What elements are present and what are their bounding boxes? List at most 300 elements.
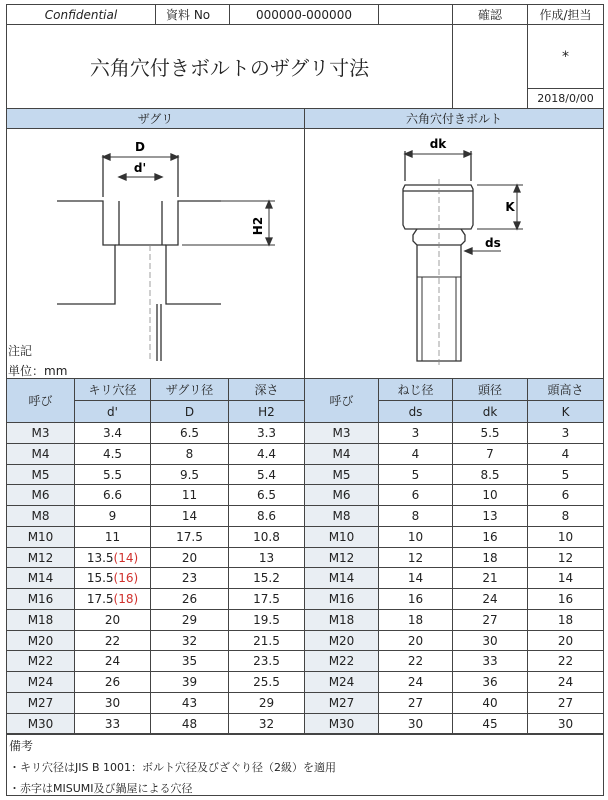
left-row-depth bbox=[228, 692, 305, 714]
left-row-depth bbox=[228, 484, 305, 506]
right-nominal-header bbox=[304, 378, 379, 423]
nominal-text: M5 bbox=[332, 467, 351, 482]
right-row-head-height bbox=[527, 630, 604, 651]
drill-dia-alt-text: (14) bbox=[113, 550, 139, 565]
right-row-head-dia bbox=[452, 671, 528, 693]
head-dia-text: 18 bbox=[482, 550, 498, 565]
doc-no-text: 000000-000000 bbox=[256, 7, 352, 22]
section-title-counterbore-text: ザグリ bbox=[137, 112, 174, 126]
left-row-depth bbox=[228, 671, 305, 693]
right-row-head-height bbox=[527, 671, 604, 693]
right-col-header-3-text: 頭高さ bbox=[547, 383, 584, 397]
right-col-header-3 bbox=[527, 378, 604, 401]
left-col-sym-1-text: d' bbox=[107, 404, 118, 419]
head-dia-text: 40 bbox=[482, 696, 498, 710]
doc-no-label-text: 資料 No bbox=[166, 8, 211, 22]
right-col-sym-1-text: ds bbox=[408, 404, 423, 419]
left-row-drill-dia bbox=[74, 505, 151, 527]
confirm-label-text: 確認 bbox=[477, 8, 502, 22]
dim-label-dk: dk bbox=[429, 137, 447, 151]
right-row-head-height bbox=[527, 692, 604, 714]
right-row-nominal bbox=[304, 609, 379, 631]
left-row-nominal bbox=[6, 567, 75, 589]
nominal-text: M6 bbox=[31, 488, 50, 502]
left-row-nominal bbox=[6, 588, 75, 610]
left-row-cbore-dia bbox=[150, 567, 229, 589]
left-row-nominal bbox=[6, 464, 75, 485]
depth-text: 3.3 bbox=[256, 426, 277, 440]
dim-label-H2: H2 bbox=[251, 216, 265, 236]
right-row-head-dia bbox=[452, 422, 528, 444]
left-row-cbore-dia bbox=[150, 588, 229, 610]
dim-label-ds: ds bbox=[485, 236, 501, 250]
left-row-cbore-dia bbox=[150, 692, 229, 714]
head-height-text: 5 bbox=[561, 467, 570, 482]
depth-text: 4.4 bbox=[256, 447, 277, 461]
nominal-text: M20 bbox=[328, 633, 355, 648]
head-height-text: 14 bbox=[557, 571, 574, 585]
confirm-box bbox=[452, 24, 528, 109]
right-col-header-2 bbox=[452, 378, 528, 401]
cbore-dia-text: 17.5 bbox=[176, 530, 203, 544]
right-row-head-dia bbox=[452, 630, 528, 651]
right-row-thread-dia bbox=[378, 650, 453, 672]
head-height-text: 18 bbox=[557, 613, 574, 627]
header-blank bbox=[378, 4, 453, 25]
nominal-text: M3 bbox=[31, 426, 50, 440]
head-height-text: 27 bbox=[557, 696, 574, 710]
head-height-text: 20 bbox=[557, 633, 574, 648]
head-dia-text: 45 bbox=[482, 716, 498, 731]
right-row-head-dia bbox=[452, 713, 528, 734]
thread-dia-text: 3 bbox=[411, 426, 420, 440]
nominal-text: M4 bbox=[31, 447, 50, 461]
cbore-dia-text: 23 bbox=[181, 571, 198, 585]
cbore-dia-text: 48 bbox=[181, 716, 198, 731]
left-row-cbore-dia bbox=[150, 526, 229, 548]
left-row-depth bbox=[228, 422, 305, 444]
cbore-dia-text: 6.5 bbox=[179, 426, 200, 440]
left-row-drill-dia bbox=[74, 609, 151, 631]
right-col-sym-3-text: K bbox=[561, 404, 570, 419]
nominal-text: M30 bbox=[27, 716, 54, 731]
thread-dia-text: 14 bbox=[407, 571, 424, 585]
left-row-drill-dia bbox=[74, 526, 151, 548]
thread-dia-text: 4 bbox=[411, 447, 420, 461]
depth-text: 32 bbox=[258, 716, 275, 731]
left-col-sym-1 bbox=[74, 400, 151, 423]
right-col-sym-3 bbox=[527, 400, 604, 423]
depth-text: 23.5 bbox=[253, 654, 280, 668]
right-row-head-dia bbox=[452, 443, 528, 465]
head-dia-text: 30 bbox=[482, 633, 498, 648]
right-row-head-height bbox=[527, 526, 604, 548]
left-col-header-3-text: 深さ bbox=[254, 383, 279, 397]
right-row-head-height bbox=[527, 650, 604, 672]
right-row-head-dia bbox=[452, 547, 528, 568]
left-row-depth bbox=[228, 588, 305, 610]
cbore-dia-text: 32 bbox=[181, 633, 198, 648]
head-dia-text: 33 bbox=[482, 654, 498, 668]
right-row-thread-dia bbox=[378, 443, 453, 465]
depth-text: 13 bbox=[258, 550, 275, 565]
head-dia-text: 36 bbox=[482, 675, 498, 689]
remarks-line-1: ・キリ穴径はJIS B 1001：ボルト穴径及びざぐり径（2級）を適用 bbox=[9, 761, 337, 774]
right-row-head-dia bbox=[452, 464, 528, 485]
left-row-drill-dia bbox=[74, 422, 151, 444]
right-row-thread-dia bbox=[378, 567, 453, 589]
thread-dia-text: 30 bbox=[407, 716, 424, 731]
right-row-head-dia bbox=[452, 526, 528, 548]
left-row-depth bbox=[228, 526, 305, 548]
nominal-text: M20 bbox=[27, 633, 54, 648]
depth-text: 17.5 bbox=[253, 592, 280, 606]
right-row-nominal bbox=[304, 588, 379, 610]
head-height-text: 16 bbox=[557, 592, 574, 606]
drill-dia-text: 17.5 bbox=[86, 592, 114, 606]
left-row-nominal bbox=[6, 505, 75, 527]
right-row-head-height bbox=[527, 588, 604, 610]
nominal-text: M10 bbox=[27, 530, 54, 544]
thread-dia-text: 18 bbox=[407, 613, 424, 627]
right-row-nominal bbox=[304, 422, 379, 444]
right-row-nominal bbox=[304, 464, 379, 485]
left-col-sym-3 bbox=[228, 400, 305, 423]
left-row-cbore-dia bbox=[150, 713, 229, 734]
right-row-head-height bbox=[527, 443, 604, 465]
nominal-text: M12 bbox=[328, 550, 355, 565]
left-row-cbore-dia bbox=[150, 609, 229, 631]
left-row-nominal bbox=[6, 484, 75, 506]
right-row-thread-dia bbox=[378, 464, 453, 485]
dim-label-D: D bbox=[135, 140, 145, 154]
author-mark: * bbox=[562, 48, 569, 65]
left-row-cbore-dia bbox=[150, 630, 229, 651]
left-row-drill-dia bbox=[74, 484, 151, 506]
drill-dia-text: 20 bbox=[104, 613, 121, 627]
left-nominal-header bbox=[6, 378, 75, 423]
right-row-head-height bbox=[527, 567, 604, 589]
left-row-cbore-dia bbox=[150, 547, 229, 568]
head-height-text: 24 bbox=[557, 675, 574, 689]
thread-dia-text: 27 bbox=[407, 696, 424, 710]
left-row-nominal bbox=[6, 650, 75, 672]
nominal-text: M10 bbox=[328, 530, 355, 544]
left-row-drill-dia bbox=[74, 630, 151, 651]
left-row-nominal bbox=[6, 526, 75, 548]
cbore-dia-text: 39 bbox=[181, 675, 198, 689]
head-height-text: 6 bbox=[561, 488, 570, 502]
depth-text: 8.6 bbox=[256, 509, 277, 523]
nominal-text: M3 bbox=[332, 426, 351, 440]
head-height-text: 10 bbox=[557, 530, 574, 544]
right-row-head-dia bbox=[452, 692, 528, 714]
left-col-header-3 bbox=[228, 378, 305, 401]
left-row-drill-dia bbox=[74, 650, 151, 672]
nominal-text: M8 bbox=[332, 509, 351, 523]
drill-dia-text: 15.5 bbox=[86, 571, 114, 585]
right-row-head-height bbox=[527, 713, 604, 734]
left-row-depth bbox=[228, 650, 305, 672]
right-row-nominal bbox=[304, 671, 379, 693]
left-row-drill-dia bbox=[74, 713, 151, 734]
thread-dia-text: 22 bbox=[407, 654, 424, 668]
nominal-text: M16 bbox=[328, 592, 355, 606]
left-row-depth bbox=[228, 443, 305, 465]
drill-dia-text: 5.5 bbox=[102, 467, 123, 482]
right-col-sym-2-text: dk bbox=[482, 404, 498, 419]
thread-dia-text: 16 bbox=[407, 592, 424, 606]
cbore-dia-text: 43 bbox=[181, 696, 198, 710]
drill-dia-text: 30 bbox=[104, 696, 121, 710]
right-row-nominal bbox=[304, 484, 379, 506]
document-title-text: 六角穴付きボルトのザグリ寸法 bbox=[89, 56, 370, 80]
left-row-cbore-dia bbox=[150, 422, 229, 444]
thread-dia-text: 6 bbox=[411, 488, 420, 502]
nominal-text: M30 bbox=[328, 716, 355, 731]
nominal-text: M18 bbox=[328, 613, 355, 627]
left-row-drill-dia bbox=[74, 547, 151, 568]
right-row-thread-dia bbox=[378, 630, 453, 651]
right-row-thread-dia bbox=[378, 692, 453, 714]
head-dia-text: 8.5 bbox=[480, 467, 500, 482]
left-row-depth bbox=[228, 547, 305, 568]
right-row-nominal bbox=[304, 505, 379, 527]
nominal-text: M4 bbox=[332, 447, 351, 461]
thread-dia-text: 5 bbox=[411, 467, 420, 482]
counterbore-drawing bbox=[7, 129, 304, 378]
drill-dia-text: 6.6 bbox=[102, 488, 123, 502]
right-row-head-height bbox=[527, 505, 604, 527]
right-row-thread-dia bbox=[378, 505, 453, 527]
document-title bbox=[6, 24, 453, 109]
depth-text: 21.5 bbox=[253, 633, 280, 648]
right-row-thread-dia bbox=[378, 671, 453, 693]
head-height-text: 3 bbox=[561, 426, 570, 440]
left-row-nominal bbox=[6, 422, 75, 444]
nominal-text: M6 bbox=[332, 488, 351, 502]
right-col-header-1-text: ねじ径 bbox=[397, 383, 434, 397]
depth-text: 19.5 bbox=[253, 613, 280, 627]
left-row-nominal bbox=[6, 443, 75, 465]
left-col-header-1-text: キリ穴径 bbox=[88, 383, 137, 397]
depth-text: 6.5 bbox=[256, 488, 277, 502]
nominal-text: M27 bbox=[328, 696, 355, 710]
cbore-dia-text: 14 bbox=[181, 509, 198, 523]
nominal-text: M8 bbox=[31, 509, 50, 523]
left-row-drill-dia bbox=[74, 692, 151, 714]
drill-dia-alt-text: (18) bbox=[113, 592, 139, 606]
cbore-dia-text: 11 bbox=[181, 488, 198, 502]
remarks-box bbox=[6, 734, 604, 796]
drill-dia-text: 13.5 bbox=[86, 550, 114, 565]
nominal-text: M5 bbox=[31, 467, 50, 482]
drill-dia-text: 24 bbox=[104, 654, 121, 668]
left-row-depth bbox=[228, 609, 305, 631]
section-title-bolt-text: 六角穴付きボルト bbox=[405, 112, 502, 126]
right-row-head-dia bbox=[452, 609, 528, 631]
right-row-nominal bbox=[304, 547, 379, 568]
left-row-nominal bbox=[6, 547, 75, 568]
right-row-head-height bbox=[527, 422, 604, 444]
right-row-nominal bbox=[304, 630, 379, 651]
thread-dia-text: 10 bbox=[407, 530, 424, 544]
right-row-nominal bbox=[304, 443, 379, 465]
cbore-dia-text: 9.5 bbox=[179, 467, 200, 482]
head-dia-text: 5.5 bbox=[480, 426, 500, 440]
right-row-head-height bbox=[527, 464, 604, 485]
right-row-thread-dia bbox=[378, 547, 453, 568]
head-dia-text: 16 bbox=[482, 530, 498, 544]
note-label: 注記 bbox=[8, 344, 33, 358]
cbore-dia-text: 8 bbox=[185, 447, 194, 461]
nominal-text: M27 bbox=[27, 696, 54, 710]
head-dia-text: 13 bbox=[482, 509, 498, 523]
drill-dia-text: 26 bbox=[104, 675, 121, 689]
right-row-nominal bbox=[304, 713, 379, 734]
left-col-header-2-text: ザグリ径 bbox=[165, 383, 214, 397]
date-box bbox=[527, 88, 604, 109]
confirm-label bbox=[452, 4, 528, 25]
drill-dia-text: 9 bbox=[108, 509, 117, 523]
left-row-depth bbox=[228, 505, 305, 527]
right-col-header-2-text: 頭径 bbox=[477, 383, 502, 397]
nominal-text: M16 bbox=[27, 592, 54, 606]
depth-text: 10.8 bbox=[253, 530, 280, 544]
left-row-nominal bbox=[6, 609, 75, 631]
right-row-nominal bbox=[304, 526, 379, 548]
left-row-nominal bbox=[6, 713, 75, 734]
right-row-head-height bbox=[527, 484, 604, 506]
right-row-thread-dia bbox=[378, 422, 453, 444]
dim-label-K: K bbox=[505, 200, 515, 214]
right-row-nominal bbox=[304, 650, 379, 672]
drill-dia-text: 22 bbox=[104, 633, 121, 648]
right-row-thread-dia bbox=[378, 484, 453, 506]
left-row-cbore-dia bbox=[150, 650, 229, 672]
date-text: 2018/0/00 bbox=[537, 92, 594, 105]
nominal-text: M22 bbox=[328, 654, 355, 668]
right-row-head-dia bbox=[452, 505, 528, 527]
depth-text: 29 bbox=[258, 696, 275, 710]
remarks-title: 備考 bbox=[9, 739, 34, 753]
left-col-sym-2 bbox=[150, 400, 229, 423]
left-row-cbore-dia bbox=[150, 464, 229, 485]
head-height-text: 12 bbox=[557, 550, 574, 565]
nominal-text: M18 bbox=[27, 613, 54, 627]
confidential-label bbox=[6, 4, 156, 25]
left-col-header-1 bbox=[74, 378, 151, 401]
right-nominal-header-text: 呼び bbox=[329, 394, 354, 408]
left-col-sym-3-text: H2 bbox=[258, 404, 275, 419]
cbore-dia-text: 35 bbox=[181, 654, 198, 668]
thread-dia-text: 20 bbox=[407, 633, 424, 648]
cbore-dia-text: 20 bbox=[181, 550, 198, 565]
doc-no-label bbox=[155, 4, 230, 25]
right-row-head-dia bbox=[452, 567, 528, 589]
head-dia-text: 7 bbox=[486, 447, 494, 461]
drill-dia-text: 11 bbox=[104, 530, 121, 544]
head-dia-text: 27 bbox=[482, 613, 498, 627]
confidential-text: Confidential bbox=[44, 7, 118, 22]
left-nominal-header-text: 呼び bbox=[28, 394, 53, 408]
author-box bbox=[527, 24, 604, 89]
right-row-head-height bbox=[527, 609, 604, 631]
cbore-dia-text: 26 bbox=[181, 592, 198, 606]
remarks-line-2: ・赤字はMISUMI及び鍋屋による穴径 bbox=[9, 782, 193, 795]
left-row-cbore-dia bbox=[150, 484, 229, 506]
left-row-drill-dia bbox=[74, 567, 151, 589]
bolt-drawing bbox=[305, 129, 603, 378]
nominal-text: M12 bbox=[27, 550, 54, 565]
right-row-nominal bbox=[304, 692, 379, 714]
left-row-nominal bbox=[6, 671, 75, 693]
depth-text: 25.5 bbox=[253, 675, 280, 689]
left-row-cbore-dia bbox=[150, 505, 229, 527]
head-height-text: 8 bbox=[561, 509, 570, 523]
head-height-text: 30 bbox=[557, 716, 574, 731]
doc-no-value bbox=[229, 4, 379, 25]
left-row-drill-dia bbox=[74, 671, 151, 693]
right-row-head-dia bbox=[452, 650, 528, 672]
right-row-thread-dia bbox=[378, 588, 453, 610]
right-col-sym-2 bbox=[452, 400, 528, 423]
right-row-thread-dia bbox=[378, 713, 453, 734]
left-row-depth bbox=[228, 567, 305, 589]
left-row-depth bbox=[228, 713, 305, 734]
right-col-sym-1 bbox=[378, 400, 453, 423]
left-row-depth bbox=[228, 464, 305, 485]
drill-dia-text: 4.5 bbox=[102, 447, 123, 461]
section-title-counterbore bbox=[6, 108, 305, 129]
head-dia-text: 24 bbox=[482, 592, 498, 606]
dim-label-d-prime: d' bbox=[133, 161, 147, 175]
left-row-cbore-dia bbox=[150, 671, 229, 693]
unit-label: 単位：mm bbox=[8, 364, 68, 378]
thread-dia-text: 12 bbox=[407, 550, 424, 565]
right-row-nominal bbox=[304, 567, 379, 589]
depth-text: 15.2 bbox=[253, 571, 280, 585]
cbore-dia-text: 29 bbox=[181, 613, 198, 627]
left-col-sym-2-text: D bbox=[184, 404, 195, 419]
drill-dia-text: 33 bbox=[104, 716, 121, 731]
right-row-head-dia bbox=[452, 588, 528, 610]
section-title-bolt bbox=[304, 108, 604, 129]
left-row-drill-dia bbox=[74, 443, 151, 465]
right-col-header-1 bbox=[378, 378, 453, 401]
left-row-depth bbox=[228, 630, 305, 651]
right-row-head-dia bbox=[452, 484, 528, 506]
head-dia-text: 10 bbox=[482, 488, 498, 502]
author-label bbox=[527, 4, 604, 25]
left-col-header-2 bbox=[150, 378, 229, 401]
nominal-text: M14 bbox=[328, 571, 355, 585]
left-row-drill-dia bbox=[74, 464, 151, 485]
nominal-text: M24 bbox=[328, 675, 355, 689]
right-row-thread-dia bbox=[378, 526, 453, 548]
head-dia-text: 21 bbox=[482, 571, 498, 585]
nominal-text: M24 bbox=[27, 675, 54, 689]
left-row-cbore-dia bbox=[150, 443, 229, 465]
left-row-nominal bbox=[6, 630, 75, 651]
nominal-text: M22 bbox=[27, 654, 54, 668]
left-row-drill-dia bbox=[74, 588, 151, 610]
right-row-head-height bbox=[527, 547, 604, 568]
thread-dia-text: 24 bbox=[407, 675, 424, 689]
nominal-text: M14 bbox=[27, 571, 54, 585]
thread-dia-text: 8 bbox=[411, 509, 420, 523]
author-label-text: 作成/担当 bbox=[539, 8, 592, 22]
